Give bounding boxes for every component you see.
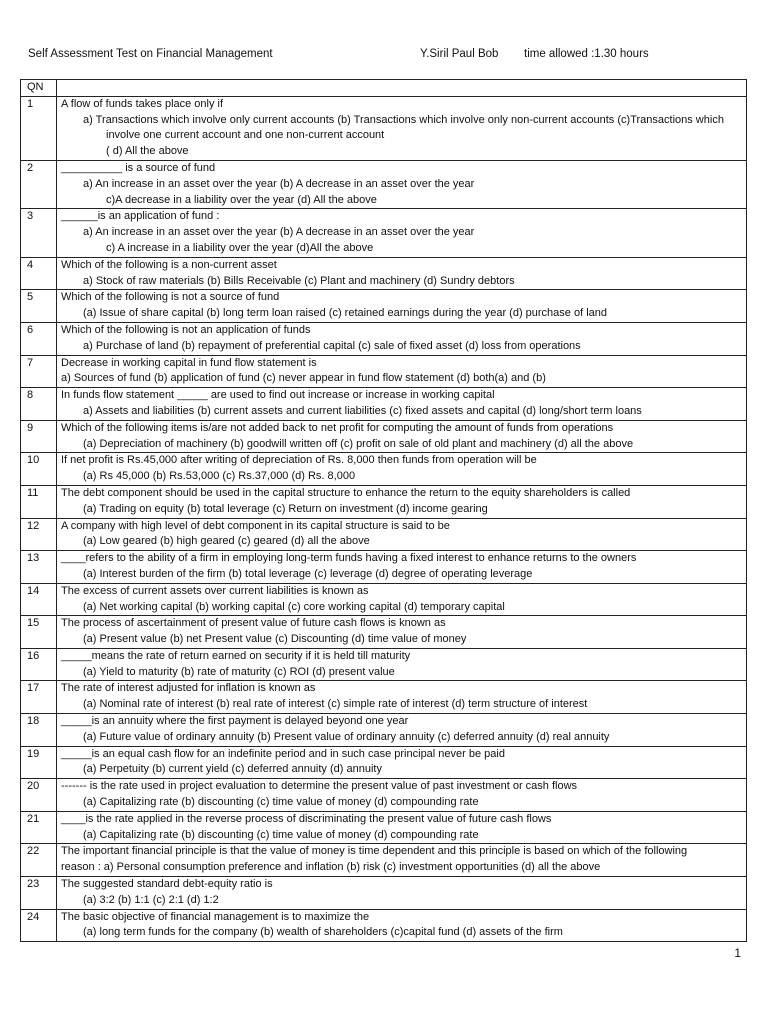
question-cell [57,209,747,257]
question-text: If net profit is Rs.45,000 after writing of depreciation of Rs. 8,000 then funds from operation will be [61,454,537,467]
question-options: (a) Trading on equity (b) total leverage (c) Return on investment (d) income gearing [83,502,488,515]
table-header-row [21,80,747,97]
question-text: The basic objective of financial management is to maximize the [61,910,370,923]
table-row [21,583,747,616]
question-options: (a) Capitalizing rate (b) discounting (c) time value of money (d) compounding rate [83,796,479,809]
question-cell [57,746,747,779]
question-text: The excess of current assets over current liabilities is known as [61,584,369,597]
table-row [21,290,747,323]
question-options: (a) Issue of share capital (b) long term loan raised (c) retained earnings during the year (d) purchase of land [83,307,607,320]
question-cell [57,355,747,388]
question-options: a) An increase in an asset over the year (b) A decrease in an asset over the year [83,226,475,239]
question-text: The rate of interest adjusted for inflation is known as [61,682,316,695]
table-row [21,551,747,584]
question-text: Decrease in working capital in fund flow statement is [61,356,317,369]
question-text: The important financial principle is that the value of money is time dependent and this principle is based on which of the following [61,845,688,858]
document-title: Self Assessment Test on Financial Management [28,48,273,60]
question-cell [57,648,747,681]
question-number: 20 [21,779,57,812]
question-table [20,79,747,942]
table-row [21,420,747,453]
author-name: Y.Siril Paul Bob [420,48,499,60]
question-cell [57,453,747,486]
table-row [21,160,747,208]
qn-header: QN [21,80,57,97]
question-cell [57,518,747,551]
table-row [21,209,747,257]
question-text: ____refers to the ability of a firm in employing long-term funds having a fixed interest to enhance returns to the owners [61,552,637,565]
table-row [21,518,747,551]
question-options: a) Stock of raw materials (b) Bills Receivable (c) Plant and machinery (d) Sundry debtors [83,274,515,287]
question-number: 8 [21,388,57,421]
question-cell [57,420,747,453]
table-row [21,485,747,518]
question-number: 1 [21,96,57,160]
question-cell [57,290,747,323]
question-text: A flow of funds takes place only if [61,97,224,110]
question-cell [57,909,747,942]
question-options: a) Purchase of land (b) repayment of preferential capital (c) sale of fixed asset (d) loss from operations [83,339,581,352]
table-row [21,616,747,649]
question-options: c)A decrease in a liability over the year (d) All the above [106,193,377,206]
table-row [21,877,747,910]
question-number: 11 [21,485,57,518]
question-text: In funds flow statement _____ are used to find out increase or increase in working capital [61,389,495,402]
question-options: ( d) All the above [106,145,189,158]
table-row [21,779,747,812]
table-row [21,388,747,421]
question-text: _____means the rate of return earned on security if it is held till maturity [61,649,411,662]
table-row [21,257,747,290]
table-row [21,96,747,160]
question-text: The debt component should be used in the capital structure to enhance the return to the equity shareholders is called [61,486,631,499]
table-row [21,909,747,942]
question-number: 15 [21,616,57,649]
question-options: (a) Perpetuity (b) current yield (c) deferred annuity (d) annuity [83,763,382,776]
question-options: (a) Rs 45,000 (b) Rs.53,000 (c) Rs.37,000 (d) Rs. 8,000 [83,470,356,483]
question-text: Which of the following is not an application of funds [61,323,311,336]
question-text: ------- is the rate used in project evaluation to determine the present value of past investment or cash flows [61,780,578,793]
question-options: a) Assets and liabilities (b) current assets and current liabilities (c) fixed assets and capital (d) long/short term loans [83,404,642,417]
question-cell [57,583,747,616]
table-row [21,355,747,388]
question-number: 2 [21,160,57,208]
question-options: a) Sources of fund (b) application of fund (c) never appear in fund flow statement (d) both(a) and (b) [61,372,546,385]
question-options: (a) Interest burden of the firm (b) total leverage (c) leverage (d) degree of operating leverage [83,567,533,580]
question-cell [57,551,747,584]
question-options: (a) 3:2 (b) 1:1 (c) 2:1 (d) 1:2 [83,893,219,906]
question-cell [57,616,747,649]
table-row [21,453,747,486]
question-text: ____is the rate applied in the reverse process of discriminating the present value of future cash flows [61,812,552,825]
question-cell [57,388,747,421]
page-number: 1 [734,946,741,960]
question-options: (a) Future value of ordinary annuity (b) Present value of ordinary annuity (c) deferred annuity (d) real annuity [83,730,610,743]
question-number: 24 [21,909,57,942]
question-number: 5 [21,290,57,323]
question-cell [57,485,747,518]
table-row [21,844,747,877]
question-options: a) Transactions which involve only current accounts (b) Transactions which involve only non-current accounts (c)Transactions which involve one current account and one non-current account [83,113,724,142]
question-text: A company with high level of debt component in its capital structure is said to be [61,519,450,532]
table-row [21,681,747,714]
question-number: 22 [21,844,57,877]
question-cell [57,322,747,355]
question-options: (a) Depreciation of machinery (b) goodwill written off (c) profit on sale of old plant and machinery (d) all the above [83,437,634,450]
question-number: 6 [21,322,57,355]
question-number: 18 [21,714,57,747]
question-options: (a) Present value (b) net Present value (c) Discounting (d) time value of money [83,633,467,646]
question-cell [57,811,747,844]
question-options: reason : a) Personal consumption preference and inflation (b) risk (c) investment opportunities (d) all the above [61,861,601,874]
question-cell [57,257,747,290]
question-options: (a) Nominal rate of interest (b) real rate of interest (c) simple rate of interest (d) term structure of interest [83,698,588,711]
question-number: 19 [21,746,57,779]
table-row [21,714,747,747]
question-number: 13 [21,551,57,584]
question-text: Which of the following is a non-current asset [61,258,277,271]
question-number: 17 [21,681,57,714]
question-cell [57,779,747,812]
question-options: (a) Net working capital (b) working capital (c) core working capital (d) temporary capital [83,600,505,613]
table-row [21,811,747,844]
table-row [21,648,747,681]
question-text: Which of the following items is/are not added back to net profit for computing the amount of funds from operations [61,421,614,434]
question-number: 23 [21,877,57,910]
question-number: 9 [21,420,57,453]
question-number: 4 [21,257,57,290]
question-text: The process of ascertainment of present value of future cash flows is known as [61,617,446,630]
question-text: _____is an equal cash flow for an indefinite period and in such case principal never be paid [61,747,505,760]
question-number: 14 [21,583,57,616]
question-options: (a) Yield to maturity (b) rate of maturity (c) ROI (d) present value [83,665,395,678]
question-options: (a) long term funds for the company (b) wealth of shareholders (c)capital fund (d) assets of the firm [83,926,563,939]
question-text: The suggested standard debt-equity ratio is [61,878,273,891]
question-number: 16 [21,648,57,681]
question-cell [57,681,747,714]
question-number: 7 [21,355,57,388]
question-cell [57,844,747,877]
blank-header-cell [57,80,747,97]
question-options: a) An increase in an asset over the year (b) A decrease in an asset over the year [83,177,475,190]
question-options: (a) Capitalizing rate (b) discounting (c) time value of money (d) compounding rate [83,828,479,841]
question-text: __________ is a source of fund [61,161,216,174]
table-row [21,322,747,355]
question-text: _____is an annuity where the first payment is delayed beyond one year [61,715,409,728]
question-number: 3 [21,209,57,257]
question-options: c) A increase in a liability over the year (d)All the above [106,241,374,254]
table-row [21,746,747,779]
time-allowed: time allowed :1.30 hours [524,48,649,60]
question-number: 12 [21,518,57,551]
question-cell [57,96,747,160]
question-options: (a) Low geared (b) high geared (c) geared (d) all the above [83,535,370,548]
question-text: ______is an application of fund : [61,210,220,223]
question-text: Which of the following is not a source of fund [61,291,280,304]
question-number: 10 [21,453,57,486]
question-cell [57,160,747,208]
question-cell [57,877,747,910]
question-cell [57,714,747,747]
question-number: 21 [21,811,57,844]
